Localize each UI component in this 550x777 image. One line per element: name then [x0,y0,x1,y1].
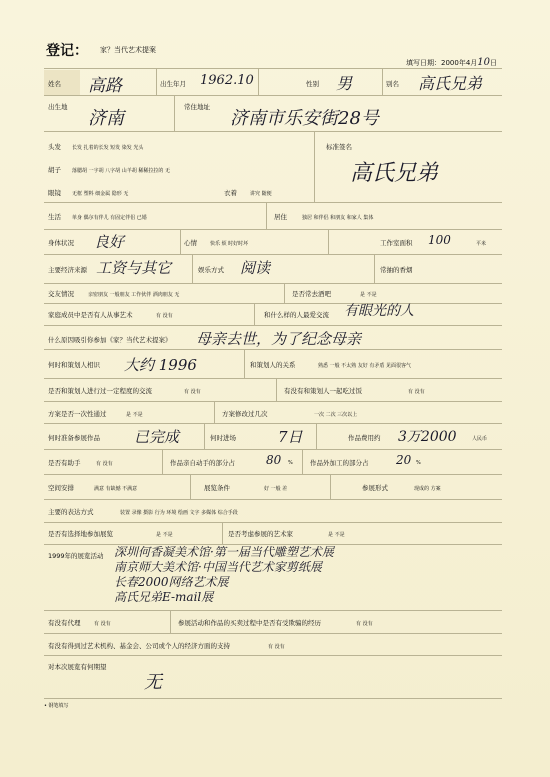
conditions-options: 好 一般 差 [264,486,288,492]
family-options: 有 没有 [156,313,173,319]
footer-note: • 钢笔填写 [44,703,69,709]
date-day: 10 [477,57,491,68]
mood-label: 心情 [184,239,197,247]
entertainment-label: 娱乐方式 [198,266,224,274]
living-label: 居住 [274,213,287,221]
cigarette-label: 常抽的香烟 [380,266,413,274]
exhibition-item: 长春2000网络艺术展 [114,575,229,589]
exchange-label: 是否和策划人进行过一定程度的交流 [48,387,152,395]
funding-label: 有没有得到过艺术机构、基金会、公司或个人的经济方面的支持 [48,642,230,650]
meet-label: 何时和策划人相识 [48,361,100,369]
health-label: 身体状况 [48,239,74,247]
bar-options: 是 不是 [360,292,377,298]
bar-label: 是否常去酒吧 [292,290,331,298]
selfmade-value: 80 [266,453,282,467]
dinner-options: 有 没有 [408,389,425,395]
cost-unit: 人民币 [472,436,488,442]
income-label: 主要经济来源 [48,266,87,274]
row-family [44,303,502,326]
row-reason [44,325,502,350]
assistant-label: 是否有助手 [48,459,81,467]
clothes-label: 衣着 [224,189,237,197]
name-value: 高路 [88,76,122,96]
funding-options: 有 没有 [268,644,285,650]
entertainment-value: 阅读 [240,259,271,277]
family-label: 家庭成员中是否有人从事艺术 [48,311,133,319]
row-funding [44,633,502,656]
life-options: 单身 偶尔有伴儿 有固定伴侣 已婚 [72,215,147,221]
sex-value: 男 [336,74,353,93]
row-space [44,474,502,500]
form-title: 登记： [46,43,88,59]
space-options: 满意 有缺憾 不满意 [94,486,138,492]
income-value: 工资与其它 [96,259,172,277]
assistant-options: 有 没有 [96,461,113,467]
life-label: 生活 [48,213,61,221]
alias-label: 别名 [386,80,399,88]
exhibition-item: 深圳何香凝美术馆·第一届当代雕塑艺术展 [114,545,334,559]
prep-value: 已完成 [134,428,180,446]
agent-options: 有 没有 [94,621,111,627]
signature-label: 标准签名 [326,143,352,151]
outsourced-label: 作品外加工的部分占 [310,459,369,467]
row-health [44,229,502,255]
row-appearance [44,131,502,203]
row-assistant [44,449,502,475]
row-selection [44,522,502,545]
site-value: 7日 [278,428,303,446]
row-identity [44,68,502,96]
row-media [44,499,502,523]
fill-date [406,57,497,68]
health-value: 良好 [94,233,125,251]
selfmade-unit: % [288,460,293,466]
talk-value: 有眼光的人 [344,303,414,319]
reason-value: 母亲去世，为了纪念母亲 [196,330,362,348]
row-exhibitions [44,544,502,611]
exhibition-item: 南京师大美术馆·中国当代艺术家剪纸展 [114,560,322,574]
studio-unit: 平米 [476,241,487,247]
row-approval [44,401,502,424]
address-label: 常住地址 [184,103,210,111]
expectations-value: 无 [144,672,162,693]
cost-value: 3万2000 [398,429,457,445]
approval-options: 是 不是 [126,412,143,418]
artists-options: 是 不是 [328,532,345,538]
revision-options: 一次 二次 三次以上 [314,412,358,418]
hair-label: 头发 [48,143,61,151]
birthplace-value: 济南 [88,108,124,129]
name-label: 姓名 [48,80,61,88]
living-options: 独居 和伴侣 和朋友 和家人 集体 [302,215,374,221]
date-suffix: 日 [490,59,498,67]
form-options: 现成的 方案 [414,486,441,492]
row-income [44,254,502,284]
studio-value: 100 [428,233,451,247]
row-meet [44,349,502,379]
revision-label: 方案修改过几次 [222,410,268,418]
space-label: 空间安排 [48,484,74,492]
fraud-options: 有 没有 [356,621,373,627]
meet-value: 大约 1996 [124,356,197,374]
signature-value: 高氏兄弟 [350,161,439,186]
clothes-options: 讲究 随便 [250,191,272,197]
address-value: 济南市乐安街28号 [230,108,379,129]
row-expectations [44,655,502,699]
fraud-label: 参展活动和作品的买卖过程中是否有受欺骗的经历 [178,619,321,627]
exchange-options: 有 没有 [184,389,201,395]
site-label: 何时进场 [210,434,236,442]
approval-label: 方案是否一次性通过 [48,410,107,418]
row-birthplace [44,95,502,132]
prep-label: 何时准备参展作品 [48,434,100,442]
exhibition-item: 高氏兄弟E-mail展 [114,590,214,604]
dob-label: 出生年月 [160,80,186,88]
form-label: 参展形式 [362,484,388,492]
friends-options: 亲密朋友 一般朋友 工作伙伴 酒肉朋友 无 [88,292,180,298]
media-options: 装置 录像 摄影 行为 环境 绘画 文字 多媒体 综合手段 [120,510,238,516]
relation-label: 和策划人的关系 [250,361,296,369]
row-exchange [44,378,502,402]
exhibitions-label: 1999年的展览活动 [48,552,104,560]
row-friends [44,283,502,304]
form-subtitle: 家？当代艺术提案 [100,46,156,54]
outsourced-unit: % [416,460,421,466]
conditions-label: 展览条件 [204,484,230,492]
glasses-options: 无框 塑料 细金属 隐形 无 [72,191,129,197]
exhibitions-list [114,545,500,605]
birthplace-label: 出生地 [48,103,68,111]
alias-value: 高氏兄弟 [418,74,483,93]
selective-options: 是 不是 [156,532,173,538]
hair-options: 长发 扎着的长发 短发 染发 光头 [72,145,144,151]
date-label: 填写日期：2000年4月 [406,59,478,67]
beard-label: 胡子 [48,166,61,174]
sex-label: 性别 [306,80,319,88]
relation-options: 熟悉 一般 不太熟 友好 有矛盾 见面很客气 [318,363,411,369]
talk-label: 和什么样的人最爱交流 [264,311,329,319]
reason-label: 什么原因吸引你参加《家？当代艺术提案》 [48,336,172,344]
mood-options: 快乐 烦 时好时坏 [210,241,249,247]
friends-label: 交友情况 [48,290,74,298]
row-agent [44,610,502,634]
media-label: 主要的表达方式 [48,508,94,516]
row-schedule [44,423,502,450]
beard-options: 落腮胡 一字胡 八字胡 山羊胡 稀稀拉拉的 无 [72,168,170,174]
outsourced-value: 20 [396,453,412,467]
dob-value: 1962.10 [200,73,254,88]
cost-label: 作品费用约 [348,434,381,442]
selective-label: 是否有选择地参加展览 [48,530,113,538]
expectations-label: 对本次展览有何期望 [48,663,107,671]
agent-label: 有没有代理 [48,619,81,627]
row-life [44,202,502,230]
artists-label: 是否考虑参展的艺术家 [228,530,293,538]
studio-label: 工作室面积 [380,239,413,247]
selfmade-label: 作品亲自动手的部分占 [170,459,235,467]
glasses-label: 眼镜 [48,189,61,197]
dinner-label: 有没有和策划人一起吃过饭 [284,387,362,395]
